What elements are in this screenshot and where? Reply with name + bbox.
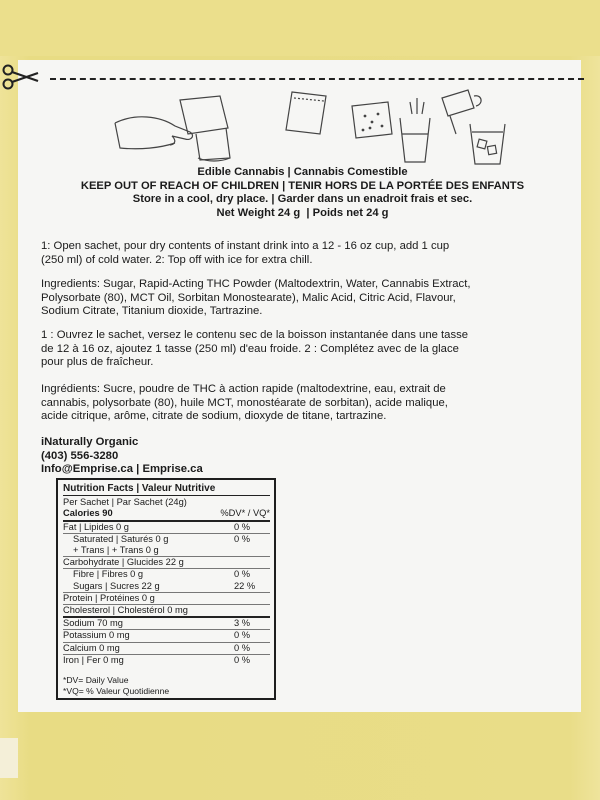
ingredients-english xyxy=(41,278,561,319)
ingredients-english-line: Polysorbate (80), MCT Oil, Sorbitan Monostearate), Malic Acid, Citric Acid, Flavour, xyxy=(41,291,456,304)
nutrient-row xyxy=(63,655,270,666)
nutrient-row xyxy=(63,643,270,655)
dv-header: %DV* / VQ* xyxy=(220,508,270,519)
nutrient-percent xyxy=(234,557,270,568)
vq-footnote: *VQ= % Valeur Quotidienne xyxy=(63,686,170,697)
nutrient-row xyxy=(63,534,270,545)
nutrient-percent: 0 % xyxy=(234,630,251,641)
nutrient-label: Potassium 0 mg xyxy=(63,630,130,641)
nutrient-row xyxy=(63,593,270,605)
nutrient-percent xyxy=(234,593,270,604)
nutrient-row xyxy=(63,618,270,630)
nutrient-label: Fibre | Fibres 0 g xyxy=(73,569,144,580)
directions-french xyxy=(41,329,561,370)
nutrient-row xyxy=(63,522,270,534)
nutrient-label: Cholesterol | Cholestérol 0 mg xyxy=(63,605,188,616)
net-weight: Net Weight 24 g | Poids net 24 g xyxy=(216,206,389,219)
contact-info xyxy=(41,436,341,477)
sachet-icon xyxy=(286,92,326,134)
directions-english xyxy=(41,240,561,267)
nutrition-facts-table xyxy=(56,478,276,700)
nutrient-percent: 3 % xyxy=(234,618,251,629)
directions-english-line: 1: Open sachet, pour dry contents of instant drink into a 12 - 16 oz cup, add 1 cup xyxy=(41,240,450,252)
preparation-illustration xyxy=(80,88,520,168)
calories-value: Calories 90 xyxy=(63,508,113,519)
nutrient-label: Carbohydrate | Glucides 22 g xyxy=(63,557,184,568)
product-type: Edible Cannabis | Cannabis Comestible xyxy=(197,166,408,178)
nutrient-percent: 0 % xyxy=(234,569,251,580)
nutrient-label: Calcium 0 mg xyxy=(63,642,120,653)
nutrient-row xyxy=(63,630,270,642)
ingredients-french-line: cannabis, polysorbate (80), huile MCT, monostéarate de sorbitan), acide malique, xyxy=(41,396,448,409)
cut-line xyxy=(50,78,584,80)
directions-french-line: de 12 à 16 oz, ajoutez 1 tasse (250 ml) d'eau froide. 2 : Complétez avec de la glace xyxy=(41,342,459,355)
nutrient-label: + Trans | + Trans 0 g xyxy=(73,545,159,556)
serving-size: Per Sachet | Par Sachet (24g) xyxy=(63,497,187,508)
nutrient-label: Fat | Lipides 0 g xyxy=(63,521,129,532)
scissors-icon xyxy=(2,62,42,92)
directions-french-line: pour plus de fraîcheur. xyxy=(41,356,154,369)
nutrient-percent xyxy=(234,545,270,556)
nutrient-row xyxy=(63,569,270,580)
nutrient-percent: 0 % xyxy=(234,521,251,532)
ingredients-english-line: Sodium Citrate, Titanium dioxide, Tartrazine. xyxy=(41,305,263,318)
nutrient-label: Sodium 70 mg xyxy=(63,618,123,629)
cup-of-water-icon xyxy=(400,98,430,162)
hand-pouring-sachet-icon xyxy=(115,96,230,161)
nutrition-footnotes xyxy=(63,675,270,697)
nutrient-label: Sugars | Sucres 22 g xyxy=(73,580,160,591)
pouch-corner-tab xyxy=(0,738,18,778)
directions-english-line: (250 ml) of cold water. 2: Top off with ice for extra chill. xyxy=(41,253,313,266)
dv-footnote: *DV= Daily Value xyxy=(63,675,129,686)
nutrient-label: Saturated | Saturés 0 g xyxy=(73,533,169,544)
email-website: Info@Emprise.ca | Emprise.ca xyxy=(41,463,203,476)
ingredients-french xyxy=(41,383,561,424)
calories-row xyxy=(63,508,270,521)
storage-instructions: Store in a cool, dry place. | Garder dans un enadroit frais et sec. xyxy=(132,193,473,205)
nutrient-row xyxy=(63,557,270,569)
nutrient-label: Iron | Fer 0 mg xyxy=(63,654,124,665)
nutrient-row xyxy=(63,605,270,618)
cup-with-ice-icon xyxy=(470,124,505,164)
nutrient-percent: 0 % xyxy=(234,642,251,653)
phone-number: (403) 556-3280 xyxy=(41,449,119,462)
nutrient-row xyxy=(63,545,270,557)
pouch-top-seal xyxy=(0,0,600,56)
nutrient-percent: 0 % xyxy=(234,533,251,544)
ingredients-french-line: Ingrédients: Sucre, poudre de THC à action rapide (maltodextrine, eau, extrait de xyxy=(41,383,446,395)
nutrient-percent: 0 % xyxy=(234,654,251,665)
ingredients-english-line: Ingredients: Sugar, Rapid-Acting THC Powder (Maltodextrin, Water, Cannabis Extract, xyxy=(41,278,471,290)
nutrient-percent xyxy=(234,605,270,616)
nutrient-percent: 22 % xyxy=(234,580,256,591)
ingredients-french-line: acide citrique, arôme, citrate de sodium, dioxyde de titane, tartrazine. xyxy=(41,410,387,423)
nutrient-row xyxy=(63,581,270,593)
label-header xyxy=(40,166,565,220)
sachet-dots-icon xyxy=(352,102,392,138)
nutrient-label: Protein | Protéines 0 g xyxy=(63,592,155,603)
company-name: iNaturally Organic xyxy=(41,436,139,448)
child-warning: KEEP OUT OF REACH OF CHILDREN | TENIR HORS DE LA PORTÉE DES ENFANTS xyxy=(80,179,525,192)
directions-french-line: 1 : Ouvrez le sachet, versez le contenu sec de la boisson instantanée dans une tasse xyxy=(41,329,469,341)
nutrition-title: Nutrition Facts | Valeur Nutritive xyxy=(63,483,270,496)
pitcher-pouring-icon xyxy=(442,90,481,134)
